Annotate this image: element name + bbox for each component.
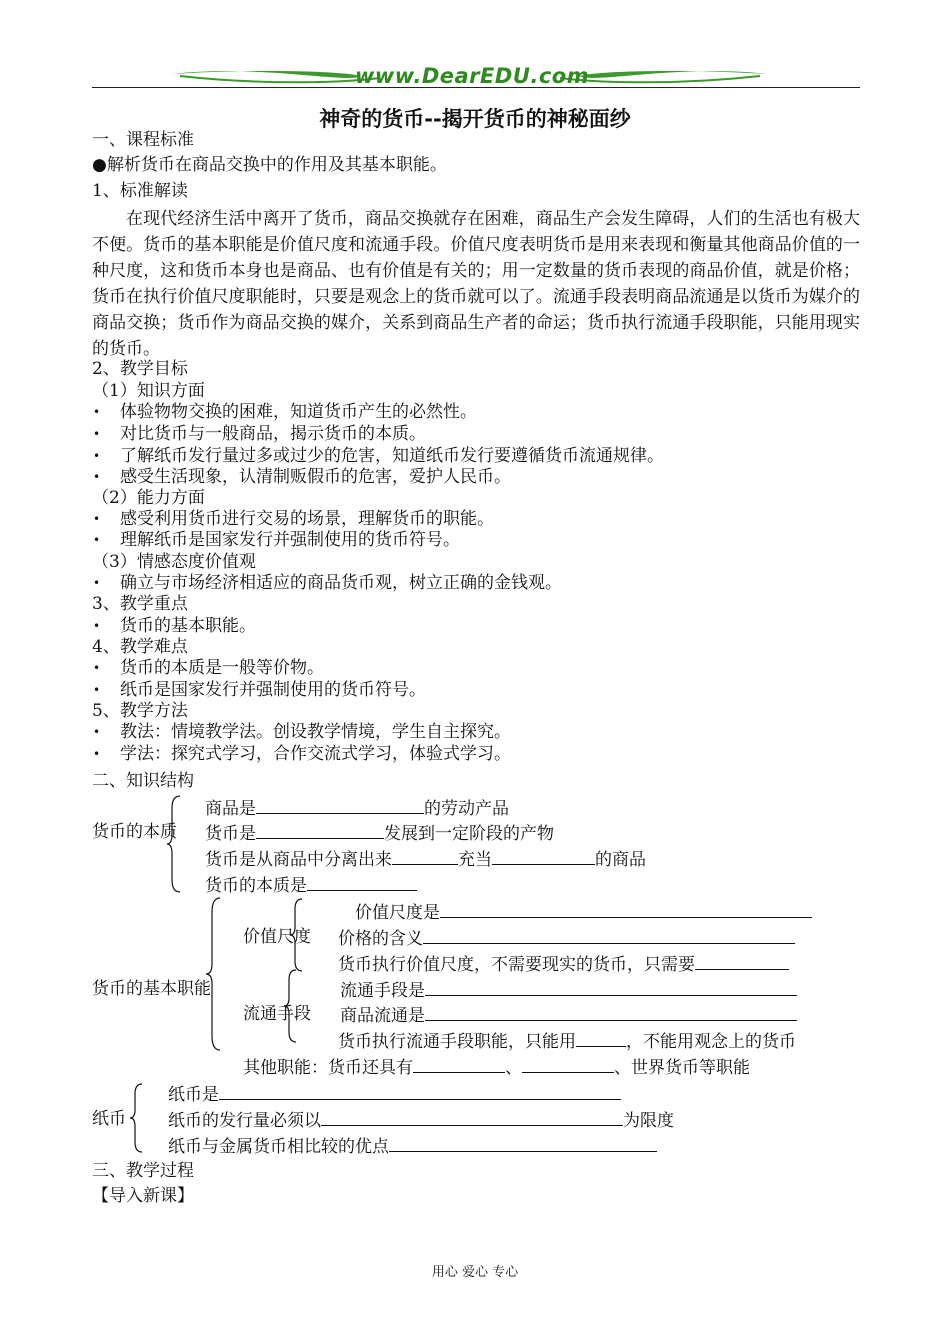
text: ，不能用观念上的货币	[626, 1032, 796, 1052]
text: 其他职能：货币还具有	[243, 1058, 413, 1078]
circulation-line-1	[340, 979, 797, 1001]
list-item: 确立与市场经济相适应的商品货币观，树立正确的金钱观。	[120, 573, 562, 593]
fill-blank[interactable]	[256, 797, 424, 814]
bullet-icon: •	[93, 427, 101, 441]
text: 货币执行价值尺度，不需要现实的货币，只需要	[338, 955, 695, 975]
text: 价格的含义	[338, 929, 423, 949]
text: 货币是	[205, 824, 256, 844]
list-item: 感受生活现象，认清制贩假币的危害，爱护人民币。	[120, 467, 511, 487]
fill-blank[interactable]	[425, 1004, 797, 1021]
essence-line-4	[205, 874, 417, 896]
bullet-icon: •	[93, 533, 101, 547]
text: 商品流通是	[340, 1006, 425, 1026]
paper-line-3	[168, 1135, 657, 1157]
text: 的商品	[595, 850, 646, 870]
bullet-icon: •	[93, 576, 101, 590]
list-item: 感受利用货币进行交易的场景，理解货币的职能。	[120, 509, 494, 529]
paper-label: 纸币	[92, 1109, 126, 1129]
list-item: 了解纸币发行量过多或过少的危害，知道纸币发行要遵循货币流通规律。	[120, 446, 664, 466]
bullet-icon: •	[93, 725, 101, 739]
functions-label: 货币的基本职能	[92, 979, 211, 999]
text: 纸币与金属货币相比较的优点	[168, 1137, 389, 1157]
paper-line-2	[168, 1109, 674, 1131]
functions-brace-icon	[204, 896, 224, 1052]
fill-blank[interactable]	[576, 1030, 626, 1047]
bullet-icon: •	[93, 661, 101, 675]
bullet-icon: •	[93, 619, 101, 633]
text: 纸币是	[168, 1085, 219, 1105]
subsection-heading: 2、教学目标	[92, 359, 188, 379]
measure-brace-icon	[288, 897, 306, 973]
subsection-heading: 5、教学方法	[92, 701, 188, 721]
bullet-icon: •	[93, 747, 101, 761]
text: 为限度	[623, 1111, 674, 1131]
bullet-icon: •	[93, 470, 101, 484]
subsection-heading: 3、教学重点	[92, 594, 188, 614]
circulation-line-3	[338, 1030, 796, 1052]
section-heading: 一、课程标准	[92, 130, 194, 150]
paper-brace-icon	[129, 1082, 145, 1154]
standard-paragraph: 在现代经济生活中离开了货币，商品交换就存在困难，商品生产会发生障碍，人们的生活也有极大不便。货币的基本职能是价值尺度和流通手段。价值尺度表明货币是用来表现和衡量其他商品价值的一种尺度，这和货币本身也是商品、也有价值是有关的；用一定数量的货币表现的商品价值，就是价格；货币在执行价值尺度职能时，只要是观念上的货币就可以了。流通手段表明商品流通是以货币为媒介的商品交换；货币作为商品交换的媒介，关系到商品生产者的命运；货币执行流通手段职能，只能用现实的货币。	[92, 209, 860, 359]
text: 流通手段是	[340, 981, 425, 1001]
text: 、世界货币等职能	[614, 1058, 750, 1078]
measure-line-3	[338, 953, 789, 975]
text: 价值尺度是	[355, 903, 440, 923]
subsection-heading: 4、教学难点	[92, 637, 188, 657]
fill-blank[interactable]	[256, 822, 384, 839]
text: 的劳动产品	[424, 799, 509, 819]
measure-label: 价值尺度	[243, 927, 311, 947]
subsection-heading: 1、标准解读	[92, 181, 188, 201]
logo-text: www.DearEDU.com	[355, 64, 590, 88]
text: 商品是	[205, 799, 256, 819]
fill-blank[interactable]	[219, 1083, 621, 1100]
section-heading: 三、教学过程	[92, 1161, 194, 1181]
other-functions-line	[243, 1056, 750, 1078]
list-item: 教法：情境教学法。创设教学情境，学生自主探究。	[120, 722, 511, 742]
essence-brace-icon	[166, 794, 184, 894]
fill-blank[interactable]	[440, 901, 812, 918]
section-heading: 二、知识结构	[92, 771, 194, 791]
header-rule	[92, 87, 860, 88]
list-item: 货币的基本职能。	[120, 616, 256, 636]
text: 、	[505, 1058, 522, 1078]
measure-line-1	[355, 901, 812, 923]
text: 货币是从商品中分离出来	[205, 850, 392, 870]
fill-blank[interactable]	[425, 979, 797, 996]
bullet-icon: •	[93, 405, 101, 419]
essence-label: 货币的本质	[92, 822, 177, 842]
fill-blank[interactable]	[413, 1056, 505, 1073]
fill-blank[interactable]	[321, 1109, 623, 1126]
fill-blank[interactable]	[389, 1135, 657, 1152]
text: 货币执行流通手段职能，只能用	[338, 1032, 576, 1052]
goal-heading: （2）能力方面	[92, 488, 205, 508]
measure-line-2	[338, 927, 795, 949]
fill-blank[interactable]	[392, 848, 458, 865]
circulation-brace-icon	[282, 968, 300, 1044]
page-title: 神奇的货币--揭开货币的神秘面纱	[319, 107, 631, 131]
fill-blank[interactable]	[695, 953, 789, 970]
fill-blank[interactable]	[522, 1056, 614, 1073]
list-item: 纸币是国家发行并强制使用的货币符号。	[120, 680, 426, 700]
bullet-icon: •	[93, 512, 101, 526]
list-item: 货币的本质是一般等价物。	[120, 658, 324, 678]
goal-heading: （3）情感态度价值观	[92, 552, 256, 572]
bullet-icon: •	[93, 449, 101, 463]
list-item: 对比货币与一般商品，揭示货币的本质。	[120, 424, 426, 444]
list-item: 学法：探究式学习，合作交流式学习，体验式学习。	[120, 744, 511, 764]
subsection-heading: 【导入新课】	[92, 1186, 194, 1206]
list-item: 理解纸币是国家发行并强制使用的货币符号。	[120, 530, 460, 550]
text: 充当	[458, 850, 492, 870]
essence-line-1	[205, 797, 509, 819]
page-footer: 用心 爱心 专心	[431, 1265, 519, 1280]
paper-line-1	[168, 1083, 621, 1105]
text: 纸币的发行量必须以	[168, 1111, 321, 1131]
fill-blank[interactable]	[492, 848, 595, 865]
circulation-label: 流通手段	[243, 1004, 311, 1024]
fill-blank[interactable]	[423, 927, 795, 944]
essence-line-3	[205, 848, 646, 870]
fill-blank[interactable]	[307, 874, 417, 891]
goal-heading: （1）知识方面	[92, 381, 205, 401]
circulation-line-2	[340, 1004, 797, 1026]
text: 货币的本质是	[205, 876, 307, 896]
list-item: 体验物物交换的困难，知道货币产生的必然性。	[120, 402, 477, 422]
text: 发展到一定阶段的产物	[384, 824, 554, 844]
standard-line: ●解析货币在商品交换中的作用及其基本职能。	[92, 155, 447, 175]
essence-line-2	[205, 822, 554, 844]
bullet-icon: •	[93, 683, 101, 697]
